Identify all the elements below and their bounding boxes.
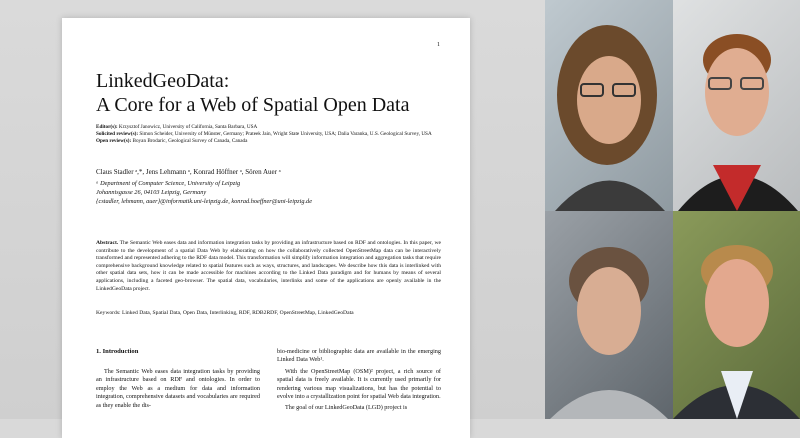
author-photo-1 [545,0,673,211]
author-photo-3 [545,211,673,419]
affiliation-block [96,179,456,206]
editors-text: Krzysztof Janowicz, University of California, Santa Barbara, USA [117,124,258,130]
right-paragraph-2: With the OpenStreetMap (OSM)² project, a rich source of spatial data is freely available. It is currently used primarily for rendering various map visualizations, but has the potential to evolve into a crystallization point for spatial Web data integration. [277,367,441,401]
page-number: 1 [437,42,440,48]
intro-paragraph: The Semantic Web eases data integration tasks by providing an infrastructure based on RDF and ontologies. In order to employ the Web as a medium for data and information integration, comprehensive datasets and vocabularies are required as they enable the dis- [96,368,260,409]
editors-label: Editor(s): [96,124,118,130]
abstract-text: The Semantic Web eases data and information integration tasks by providing an infrastructure based on RDF and ontologies. In this paper, we contribute to the development of a spatial Data Web by elaborating on how the collaboratively collected OpenStreetMap data can be interactively transformed and represented adhering to the RDF data model. This transformation will simplify information integration and aggregation tasks that require comprehensive background knowledge related to spatial features such as ways, structures, and landscapes. We describe how this data is interlinked with other spatial data sets, how it can be made accessible for machines according to the Linked Data paradigm and for humans by means of several applications, including a faceted geo-browser. The spatial data, vocabularies, interlinks and some of the applications are openly available in the LinkedGeoData project. [96,240,441,292]
open-review-text: Boyan Brodaric, Geological Survey of Canada, Canada [131,138,248,144]
abstract-label: Abstract. [96,240,119,246]
author-photo-4 [673,211,800,419]
open-review-label: Open review(s): [96,138,132,144]
author-list: Claus Stadler ᵃ,*, Jens Lehmann ᵃ, Konrad Höffner ᵃ, Sören Auer ᵃ [96,168,281,176]
right-paragraph-3: The goal of our LinkedGeoData (LGD) project is [285,404,408,412]
affiliation-emails: {cstadler, lehmann, auer}@informatik.uni-leipzig.de, konrad.hoeffner@uni-leipzig.de [96,198,312,205]
solicited-label: Solicited review(s): [96,131,139,137]
paper-title-line2: A Core for a Web of Spatial Open Data [96,94,410,116]
intro-left-column [96,368,260,413]
abstract [96,240,441,293]
affiliation-line2: Johannisgasse 26, 04103 Leipzig, Germany [96,189,207,196]
editors-block [96,124,446,145]
intro-right-column [277,348,441,416]
author-photo-2 [673,0,800,211]
paper-page [62,18,470,438]
right-paragraph-1: bio-medicine or bibliographic data are available in the emerging Linked Data Web¹. [277,348,441,364]
paper-title-line1: LinkedGeoData: [96,70,230,92]
affiliation-line1: ᵃ Department of Computer Science, University of Leipzig [96,180,241,187]
keywords: Keywords: Linked Data, Spatial Data, Open Data, Interlinking, RDF, RDB2RDF, OpenStreetMap, LinkedGeoData [96,310,354,316]
solicited-text: Simon Scheider, University of Münster, Germany; Prateek Jain, Wright State University, USA; Dalia Varanka, U.S. Geological Survey, USA [138,131,432,137]
section-heading: 1. Introduction [96,348,139,355]
